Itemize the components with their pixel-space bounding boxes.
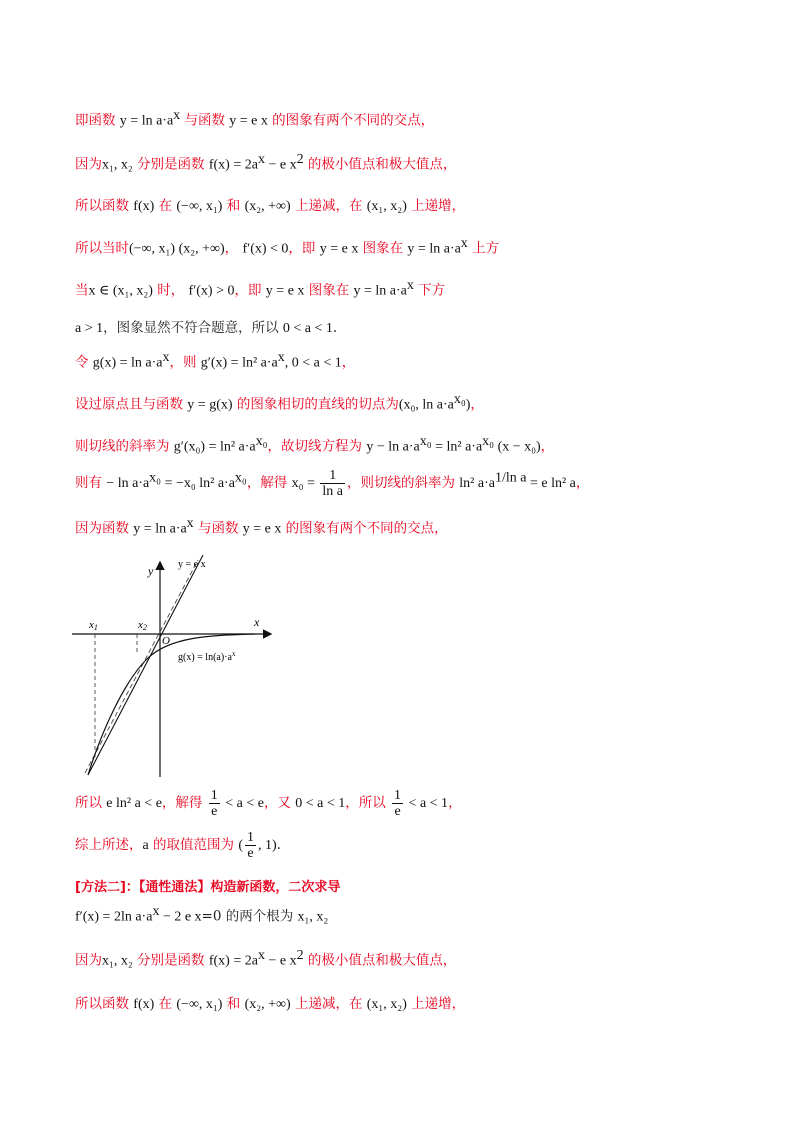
text-segment: 在 <box>154 198 177 214</box>
math-expr: g′(x) = ln² a·a <box>200 355 278 371</box>
text-segment: 与函数 <box>180 112 230 129</box>
text-segment: ， <box>540 438 555 455</box>
math-sup: x <box>186 516 194 531</box>
fraction-denominator: ln a <box>322 484 343 499</box>
text-line-7 <box>75 350 355 372</box>
math-expr: x₁, x₂ <box>102 157 133 173</box>
x2-label: x2 <box>138 619 147 632</box>
math-expr: x₁, x₂ <box>102 953 133 969</box>
math-expr: − 2 e x <box>159 909 202 925</box>
text-segment: ，则切线的斜率为 <box>347 475 460 491</box>
math-expr: f(x) <box>133 199 155 214</box>
text-segment: 所以函数 <box>75 996 134 1012</box>
math-expr: (x₁, x₂) <box>366 997 407 1012</box>
math-expr: y − ln a·a <box>366 439 420 455</box>
math-sup: 2 <box>296 152 304 167</box>
text-segment: 图象在 <box>358 240 408 257</box>
text-segment: ，则 <box>169 354 201 371</box>
math-expr: y = e x <box>319 241 359 257</box>
math-sup: x <box>277 350 285 365</box>
text-segment: . <box>332 320 338 336</box>
math-expr: y = ln a·a <box>407 241 461 257</box>
fraction-numerator: 1 <box>210 788 218 803</box>
text-segment: ，图象显然不符合题意，所以 <box>103 320 283 336</box>
text-segment: 上递减，在 <box>290 198 367 214</box>
text-segment: 因为函数 <box>75 520 134 537</box>
math-expr: f′(x) = 2ln a·a <box>75 909 153 925</box>
math-expr: f(x) = 2a <box>208 953 258 969</box>
tangent-graph-figure <box>70 555 285 780</box>
text-segment: 上递增， <box>406 198 466 214</box>
text-line-11 <box>75 516 448 538</box>
text-segment: 所以当时 <box>75 240 129 257</box>
math-sup: 2 <box>296 948 304 963</box>
text-segment: ， <box>470 396 484 413</box>
math-expr: (x − x₀) <box>494 439 541 455</box>
method-heading <box>75 876 340 895</box>
text-segment: 即函数 <box>75 112 120 129</box>
text-line-5 <box>75 278 445 300</box>
math-expr: g′(x₀) = ln² a·a <box>173 439 256 455</box>
math-expr: = −x₀ ln² a·a <box>161 476 235 491</box>
text-segment: 图象在 <box>304 282 354 299</box>
math-sup: x₀ <box>419 434 432 449</box>
text-line-8 <box>75 392 484 414</box>
text-segment: 的取值范围为 <box>148 837 239 853</box>
math-sup: x₀ <box>255 434 268 449</box>
text-segment: 上递增， <box>406 996 466 1012</box>
line-label: y = e x <box>178 559 206 570</box>
text-segment: 分别是函数 <box>132 952 209 969</box>
math-expr: 0 < a < 1 <box>295 796 346 811</box>
text-line-16 <box>75 948 456 970</box>
math-expr: x₁, x₂ <box>297 909 329 925</box>
text-segment: 上递减，在 <box>290 996 367 1012</box>
math-expr: (−∞, x₁) <box>176 997 223 1012</box>
tangent-line <box>85 560 198 773</box>
text-segment: 时， <box>152 282 189 299</box>
origin-label: O <box>162 635 170 647</box>
text-line-10 <box>75 468 589 499</box>
math-expr: g(x) = ln a·a <box>92 355 163 371</box>
text-line-17 <box>75 992 465 1013</box>
text-segment: 下方 <box>413 282 446 299</box>
math-expr: (−∞, x₁) (x₂, +∞) <box>129 241 225 257</box>
fraction <box>392 788 403 819</box>
line-y-ex <box>88 555 203 775</box>
math-expr: x₀ = <box>291 476 319 491</box>
text-segment: 与函数 <box>193 520 243 537</box>
text-segment: 则切线的斜率为 <box>75 438 174 455</box>
math-sup: 1/ln a <box>494 470 527 486</box>
text-segment: ， <box>448 795 462 811</box>
text-segment: 令 <box>75 354 93 371</box>
text-segment: 分别是函数 <box>132 156 209 173</box>
math-expr: (x₂, +∞) <box>244 199 291 214</box>
text-line-15 <box>75 904 328 926</box>
math-expr: , 0 < a < 1 <box>284 355 342 371</box>
text-line-1 <box>75 108 434 130</box>
math-expr: < a < 1 <box>405 796 449 811</box>
math-expr: 0 < a < 1 <box>282 321 333 336</box>
math-expr: y = e x <box>265 283 305 299</box>
text-segment: 的极小值点和极大值点， <box>303 952 457 969</box>
math-expr: < a < e <box>221 796 264 811</box>
math-sup: x <box>162 350 170 365</box>
math-expr: , 1) <box>257 838 277 853</box>
math-expr: y = e x <box>242 521 282 537</box>
math-expr: f(x) = 2a <box>208 157 258 173</box>
fraction <box>320 468 345 499</box>
fraction-numerator: 1 <box>246 830 254 845</box>
text-segment: 的图象有两个不同的交点， <box>281 520 448 537</box>
math-sup: x <box>257 152 265 167</box>
text-line-3 <box>75 194 465 215</box>
text-segment: ，即 <box>288 240 320 257</box>
math-expr: x ∈ (x₁, x₂) <box>88 283 153 299</box>
text-segment: ，即 <box>234 282 266 299</box>
text-segment: 所以 <box>75 795 107 811</box>
math-expr: = ln² a·a <box>431 439 483 455</box>
text-segment: 设过原点且与函数 <box>75 396 188 413</box>
math-expr: y = ln a·a <box>133 521 187 537</box>
text-segment: ， <box>224 240 243 257</box>
math-expr: ) <box>465 397 471 413</box>
text-segment: ，所以 <box>345 795 391 811</box>
text-segment: 的极小值点和极大值点， <box>303 156 457 173</box>
text-segment: 因为 <box>75 952 102 969</box>
text-segment: ， <box>341 354 356 371</box>
math-sup: x₀ <box>453 392 466 407</box>
text-segment: 上方 <box>467 240 500 257</box>
math-expr: y = e x <box>229 113 268 129</box>
math-expr: − ln a·a <box>106 476 150 491</box>
text-line-12 <box>75 788 462 819</box>
y-axis-label: y <box>148 564 154 578</box>
x1-label: x1 <box>89 619 98 632</box>
math-expr: − e x <box>264 157 297 173</box>
math-sup: x <box>460 236 468 251</box>
text-line-6 <box>75 316 337 337</box>
text-segment: . <box>276 837 281 853</box>
math-expr: y = g(x) <box>187 397 233 413</box>
math-expr: (x₀, ln a·a <box>398 397 454 413</box>
math-expr: e ln² a < e <box>106 796 162 811</box>
math-expr: f′(x) > 0 <box>188 283 235 299</box>
heading-text: [方法二]：【通性通法】构造新函数，二次求导 <box>75 880 341 895</box>
fraction-denominator: e <box>247 846 254 861</box>
math-expr: (x₂, +∞) <box>244 997 291 1012</box>
text-line-13 <box>75 830 281 861</box>
math-sup: x <box>173 108 181 123</box>
text-line-9 <box>75 434 554 456</box>
text-segment: ， <box>575 475 590 491</box>
x-axis-label: x <box>254 615 260 629</box>
math-sup: x <box>152 904 160 919</box>
fraction-numerator: 1 <box>320 468 345 484</box>
text-segment: ，故切线方程为 <box>267 438 367 455</box>
text-line-2 <box>75 152 456 174</box>
math-expr: ln² a·a <box>459 476 495 491</box>
text-segment: 的图象有两个不同的交点， <box>267 112 435 129</box>
text-segment: 所以函数 <box>75 198 134 214</box>
text-segment: 的图象相切的直线的切点为 <box>232 396 399 413</box>
math-expr: f′(x) < 0 <box>242 241 289 257</box>
math-sup: x₀ <box>482 434 495 449</box>
math-expr: y = ln a·a <box>353 283 407 299</box>
math-expr: a <box>142 838 149 853</box>
text-segment: 则有 <box>75 475 107 491</box>
math-expr: a > 1 <box>75 321 104 336</box>
text-segment: ，又 <box>263 795 296 811</box>
text-segment: 当 <box>75 282 89 299</box>
math-expr: (−∞, x₁) <box>176 199 223 214</box>
text-segment: ，解得 <box>161 795 207 811</box>
math-sup: x₀ <box>234 470 247 486</box>
text-segment: 在 <box>154 996 177 1012</box>
text-segment: ，解得 <box>246 475 292 491</box>
math-expr: ( <box>238 838 243 853</box>
fraction-numerator: 1 <box>394 788 402 803</box>
fraction-denominator: e <box>394 804 401 819</box>
text-segment: 综上所述， <box>75 837 143 853</box>
math-sup: x₀ <box>149 470 162 486</box>
math-sup: x <box>257 948 265 963</box>
math-expr: = e ln² a <box>526 476 576 491</box>
fraction <box>245 830 256 861</box>
text-segment: =0 的两个根为 <box>201 908 298 925</box>
text-segment: 因为 <box>75 156 102 173</box>
fraction <box>209 788 220 819</box>
math-expr: y = ln a·a <box>119 113 174 129</box>
text-line-4 <box>75 236 499 258</box>
math-sup: x <box>406 278 414 293</box>
curve-label: $g(x) = \ln(a)\cdot a^x$ <box>178 650 236 663</box>
math-expr: (x₁, x₂) <box>366 199 407 214</box>
text-segment: 和 <box>222 198 245 214</box>
fraction-denominator: e <box>211 804 218 819</box>
math-expr: − e x <box>264 953 297 969</box>
math-expr: f(x) <box>133 997 155 1012</box>
text-segment: 和 <box>222 996 245 1012</box>
